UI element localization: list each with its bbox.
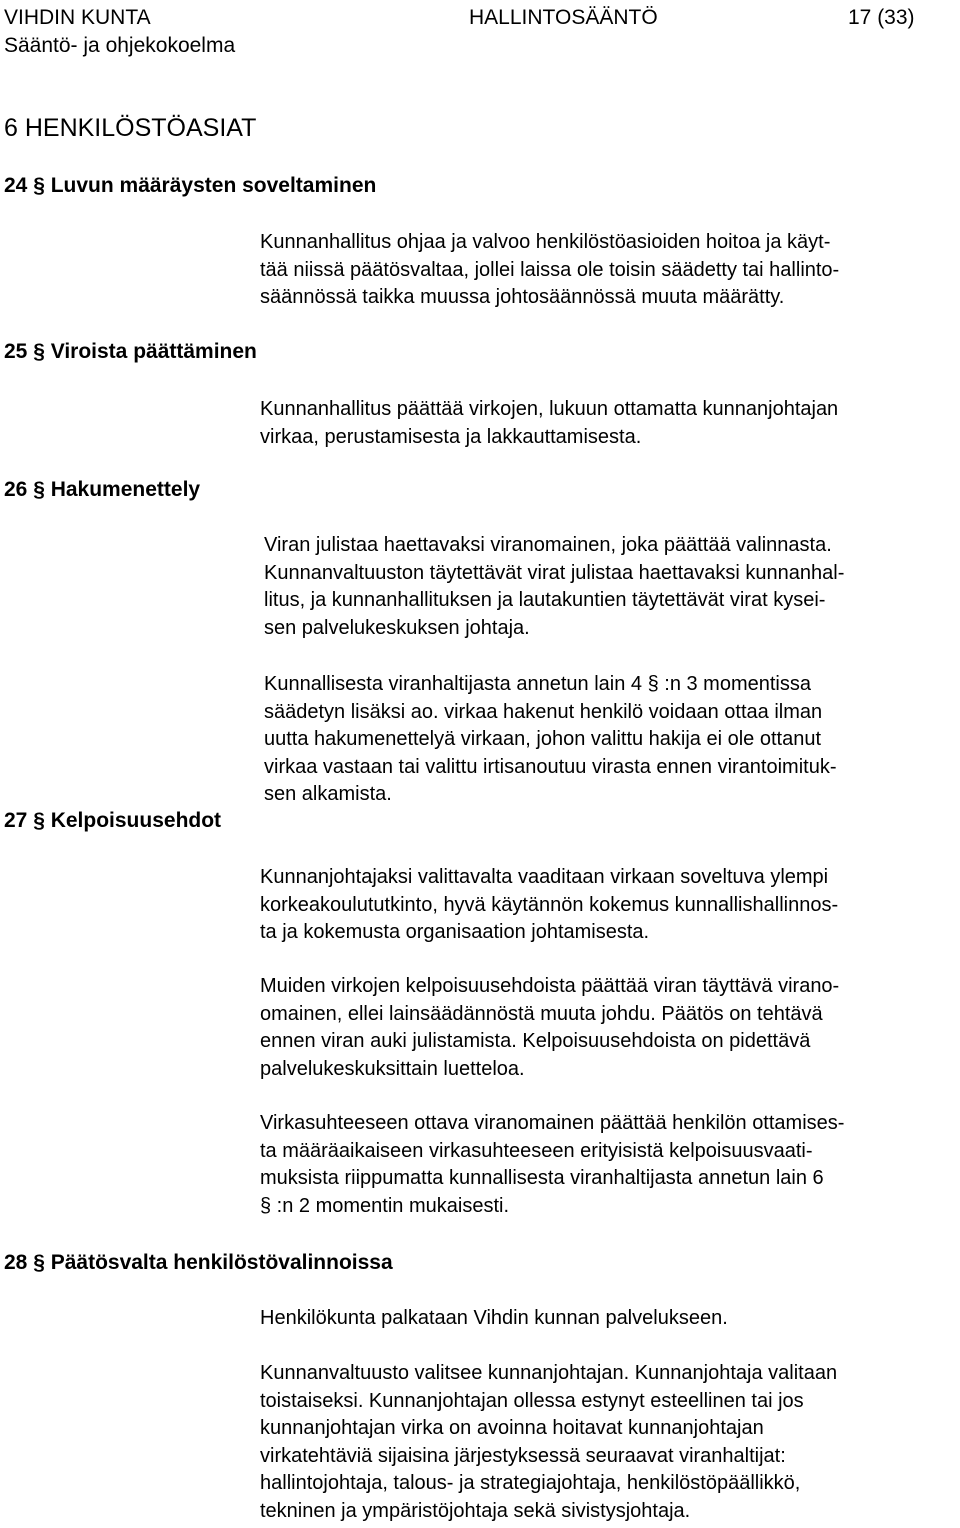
section-heading: 25 § Viroista päättäminen (4, 340, 257, 363)
paragraph (264, 671, 837, 809)
text-line: Viran julistaa haettavaksi viranomainen, joka päättää valinnasta. (264, 534, 832, 556)
document-title: HALLINTOSÄÄNTÖ (469, 6, 658, 29)
text-line: tää niissä päätösvaltaa, jollei laissa ole toisin säädetty tai hallinto- (260, 258, 840, 281)
text-line: omainen, ellei lainsäädännöstä muuta johdu. Päätös on tehtävä (260, 1002, 823, 1025)
text-line: virkaa, perustamisesta ja lakkauttamisesta. (260, 425, 642, 448)
paragraph (260, 1360, 837, 1525)
text-line: virkatehtäviä sijaisina järjestyksessä seuraavat viranhaltijat: (260, 1444, 786, 1467)
text-line: litus, ja kunnanhallituksen ja lautakuntien täytettävät virat kysei- (264, 589, 826, 611)
section-heading: 26 § Hakumenettely (4, 478, 201, 501)
paragraph (260, 973, 839, 1083)
paragraph (260, 864, 838, 947)
text-line: toistaiseksi. Kunnanjohtajan ollessa estynyt esteellinen tai jos (260, 1389, 804, 1412)
text-line: tekninen ja ympäristöjohtaja sekä sivistysjohtaja. (260, 1499, 691, 1522)
text-line: Kunnallisesta viranhaltijasta annetun lain 4 § :n 3 momentissa (264, 673, 811, 695)
paragraph (260, 396, 838, 451)
paragraph (264, 532, 844, 642)
paragraph (260, 1110, 844, 1220)
text-line: Kunnanvaltuusto valitsee kunnanjohtajan. Kunnanjohtaja valitaan (260, 1362, 838, 1384)
text-line: ta määräaikaiseen virkasuhteeseen erityisistä kelpoisuusvaati- (260, 1139, 813, 1162)
text-line: hallintojohtaja, talous- ja strategiajohtaja, henkilöstöpäällikkö, (260, 1472, 801, 1494)
text-line: säädetyn lisäksi ao. virkaa hakenut henkilö voidaan ottaa ilman (264, 700, 823, 723)
section-heading: 27 § Kelpoisuusehdot (4, 809, 222, 832)
text-line: säännössä taikka muussa johtosäännössä muuta määrätty. (260, 286, 785, 308)
chapter-title: 6 HENKILÖSTÖASIAT (4, 114, 257, 142)
page-number: 17 (33) (848, 6, 915, 29)
text-line: Kunnanhallitus päättää virkojen, lukuun ottamatta kunnanjohtajan (260, 398, 839, 420)
text-line: sen palvelukeskuksen johtaja. (264, 616, 530, 639)
text-line: Kunnanjohtajaksi valittavalta vaaditaan virkaan soveltuva ylempi (260, 866, 829, 888)
text-line: § :n 2 momentin mukaisesti. (260, 1194, 509, 1217)
text-line: Henkilökunta palkataan Vihdin kunnan palvelukseen. (260, 1307, 728, 1329)
collection-name: Sääntö- ja ohjekokoelma (4, 34, 236, 57)
text-line: Virkasuhteeseen ottava viranomainen päättää henkilön ottamises- (260, 1112, 845, 1134)
text-line: muksista riippumatta kunnallisesta viranhaltijasta annetun lain 6 (260, 1167, 824, 1189)
text-line: kunnanjohtajan virka on avoinna hoitavat kunnanjohtajan (260, 1417, 764, 1439)
text-line: Muiden virkojen kelpoisuusehdoista päättää viran täyttävä virano- (260, 975, 840, 997)
paragraph (260, 229, 839, 312)
text-line: virkaa vastaan tai valittu irtisanoutuu virasta ennen virantoimituk- (264, 755, 837, 778)
text-line: Kunnanvaltuuston täytettävät virat julistaa haettavaksi kunnanhal- (264, 561, 845, 584)
text-line: ta ja kokemusta organisaation johtamisesta. (260, 921, 650, 943)
text-line: ennen viran auki julistamista. Kelpoisuusehdoista on pidettävä (260, 1030, 811, 1052)
text-line: sen alkamista. (264, 783, 392, 805)
section-heading: 24 § Luvun määräysten soveltaminen (4, 174, 377, 197)
text-line: palvelukeskuksittain luetteloa. (260, 1057, 525, 1080)
text-line: Kunnanhallitus ohjaa ja valvoo henkilöstöasioiden hoitoa ja käyt- (260, 231, 831, 253)
section-heading: 28 § Päätösvalta henkilöstövalinnoissa (4, 1251, 393, 1274)
text-line: korkeakoulututkinto, hyvä käytännön kokemus kunnallishallinnos- (260, 893, 839, 916)
paragraph (260, 1305, 728, 1333)
text-line: uutta hakumenettelyä virkaan, johon valittu hakija ei ole ottanut (264, 728, 822, 750)
org-name: VIHDIN KUNTA (4, 6, 151, 29)
